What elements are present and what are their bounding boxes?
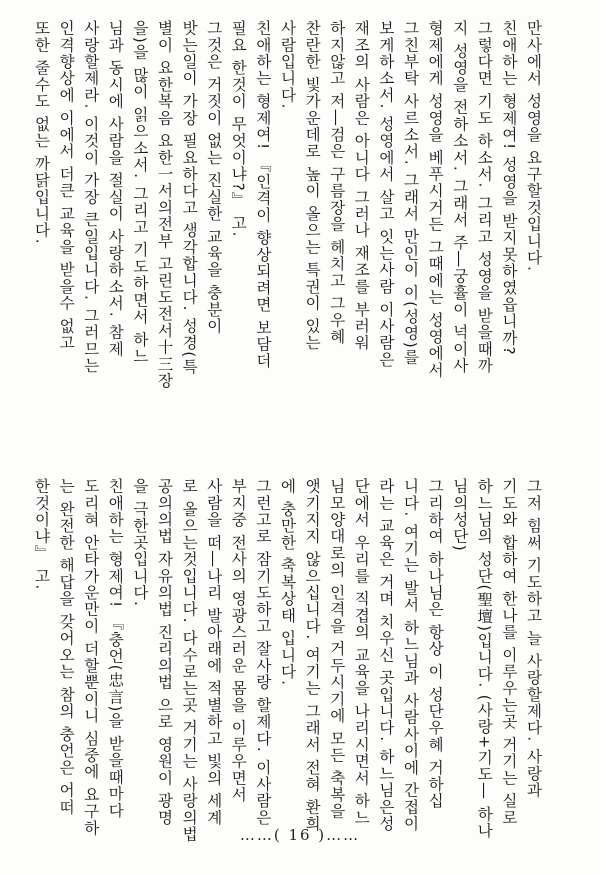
text-line: 그런고로 잠기도하고 잘사랑 할제다. 이사람은 — [253, 478, 272, 826]
text-line: 공의의법 자유의법 진리의법 으로 영원이 광명 — [155, 478, 174, 826]
text-line: 부지중 전사의 영광스러운 몸을 이루우면서 — [229, 478, 248, 804]
text-line: 친애하는 형제여! 성영을 받지못하였읍니까? — [499, 20, 518, 356]
text-line: 또한 줄수도 없는 까닭입니다. — [32, 20, 51, 245]
text-line: 사랑할제라. 이것이 가장 큰일입니다. 그러므는 — [81, 20, 100, 375]
text-line: 만사에서 성영을 요구할것입니다. — [524, 20, 543, 273]
text-line: 필요 한것이 무엇이냐?』 고. — [229, 20, 248, 238]
text-line: 보게하소서. 성영에서 살고 잇는사람 이사람은 — [376, 20, 395, 368]
text-line: 앳기지지 않으십니다. 여기는 그래서 전혀 환희 — [303, 478, 322, 833]
page-number: ……( 16 )…… — [239, 826, 361, 844]
text-line: 그것은 거짓이 없는 진실한 교육을 충분이 — [204, 20, 223, 335]
text-line: 그렇다면 기도 하소서. 그리고 성영을 받을때까 — [475, 20, 494, 375]
text-line: 친애하는 형제여! 『인격이 향상되려면 보담더 — [253, 20, 272, 370]
text-line: 사람입니다. — [278, 20, 297, 110]
text-line: 단에서 우리를 직겹의 교육을 나리시면서 하느 — [352, 478, 371, 826]
text-line: 별이 요한복음 요한一서의전부 고린도전서十三장 — [155, 20, 174, 390]
text-line: 을 극한곳입니다. — [130, 478, 149, 608]
text-line: 친애하는 형제여! 『충언(忠言)을 받을때마다 — [106, 478, 125, 819]
text-line: 하느님의 성단(聖壇)입니다. (사랑+기도― 하나 — [475, 478, 494, 840]
text-line: 그리하여 하나님은 항상 이 성단우혜 거하십 — [426, 478, 445, 810]
text-line: 그친부탁 사르소서. 그래서 만인이 이(성영)를 — [401, 20, 420, 366]
text-line: 라는 교육은 거며 치우신 곳입니다. 하느님은성 — [376, 478, 395, 833]
text-line: 님과 동시에 사람을 절실이 사랑하소서. 참제 — [106, 20, 125, 358]
text-line: 인격향상에 이에서 더큰 교육을 받을수 없고 — [57, 20, 76, 352]
text-line: 기도와 합하여 한나를 이루우는곳 거기는 실로 — [499, 478, 518, 826]
text-line: 하지않고 저―검은 구름장을 헤치고 그우혜 — [327, 20, 346, 346]
text-line: 는 완전한 해답을 갖어오는 참의 충언은 어떠 — [57, 478, 76, 816]
text-line: 찬란한 빛가운데로 높이 올으는 특권이 있는 — [303, 20, 322, 352]
text-line: 재조의 사람은 아니다 그러나 재조를 부러워 — [352, 20, 371, 352]
text-line: 밧는일이 가장 필요하다고 생각합니다. 성경(특 — [180, 20, 199, 376]
text-line: 도리혀 안타가운만이 더할뿐이니 심중에 요구하 — [81, 478, 100, 837]
text-line: 님모양대로의 인격을 거두시기에 모든 축복을 — [327, 478, 346, 820]
text-line: 한것이냐』 고. — [32, 478, 51, 591]
text-line: 니다. 여기는 발서 하느님과 사람사이에 간접이 — [401, 478, 420, 833]
text-line: 그저 힘써 기도하고 늘 사랑할제다. 사랑과 — [524, 478, 543, 799]
text-line: 로 올으는것입니다. 다수로는곳 거기는 사랑의법 — [180, 478, 199, 843]
text-line: 을)을 많이 읽으소서. 그리고 기도하면서 하느 — [130, 20, 149, 365]
text-line: 지 성영을 전하소서. 그래서 주―궁휼이 넉이사 — [450, 20, 469, 375]
text-line: 님의성단) — [450, 478, 469, 553]
text-line: 에 충만한 축복상태 입니다. — [278, 478, 297, 687]
text-line: 사람을 떠―나리 발아래에 적별하고 빛의 세계 — [204, 478, 223, 826]
text-line: 형제에게 성영을 베푸시거든 그때에는 성영에서 — [426, 20, 445, 379]
